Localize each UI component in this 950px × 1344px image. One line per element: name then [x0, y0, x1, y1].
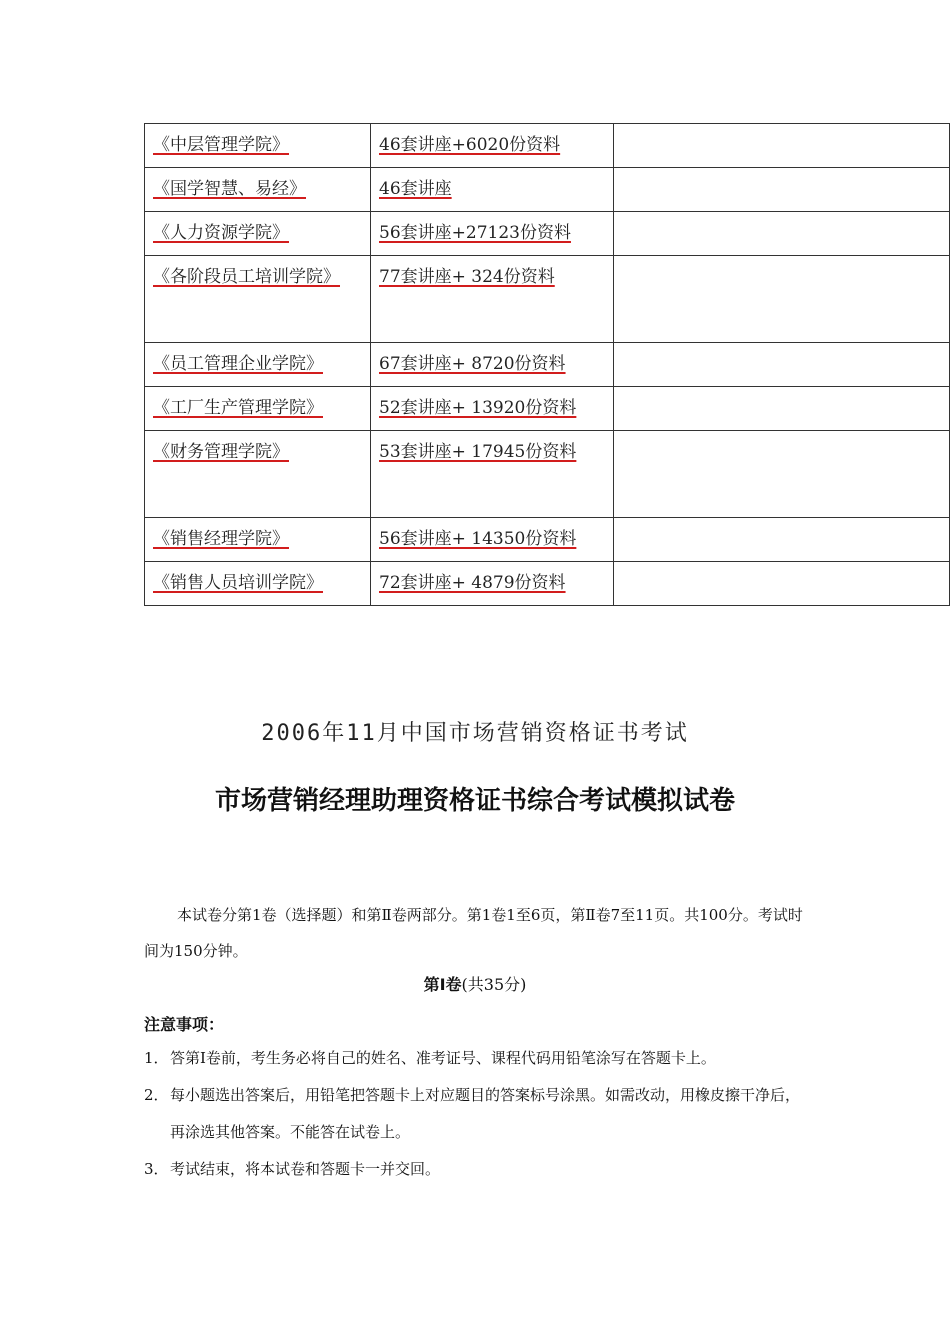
table-row [145, 387, 950, 431]
course-extra-cell [614, 518, 950, 562]
content-link[interactable]: 56套讲座+27123份资料 [379, 223, 571, 243]
course-link[interactable]: 《销售人员培训学院》 [153, 573, 323, 593]
course-content-cell [371, 256, 614, 343]
course-link[interactable]: 《财务管理学院》 [153, 442, 289, 462]
table-row [145, 124, 950, 168]
course-name-cell [145, 256, 371, 343]
note-number: 3． [144, 1160, 169, 1178]
table-row [145, 256, 950, 343]
content-link[interactable]: 53套讲座+ 17945份资料 [379, 442, 577, 462]
exam-subtitle: 2006年11月中国市场营销资格证书考试 [261, 721, 689, 746]
content-link[interactable]: 46套讲座 [379, 179, 452, 199]
content-link[interactable]: 46套讲座+6020份资料 [379, 135, 561, 155]
course-extra-cell [614, 256, 950, 343]
course-link[interactable]: 《员工管理企业学院》 [153, 354, 323, 374]
note-number: 1． [144, 1049, 169, 1067]
content-link[interactable]: 56套讲座+ 14350份资料 [379, 529, 577, 549]
course-extra-cell [614, 168, 950, 212]
course-link[interactable]: 《人力资源学院》 [153, 223, 289, 243]
course-name-cell [145, 518, 371, 562]
volume-points: (共35分) [461, 975, 527, 994]
course-name-cell [145, 431, 371, 518]
course-content-cell [371, 387, 614, 431]
course-extra-cell [614, 387, 950, 431]
content-link[interactable]: 72套讲座+ 4879份资料 [379, 573, 566, 593]
course-content-cell [371, 343, 614, 387]
course-extra-cell [614, 431, 950, 518]
notes-list [144, 1040, 814, 1188]
note-text: 考试结束，将本试卷和答题卡一并交回。 [170, 1160, 441, 1178]
course-extra-cell [614, 562, 950, 606]
course-link[interactable]: 《各阶段员工培训学院》 [153, 267, 340, 287]
course-link[interactable]: 《国学智慧、易经》 [153, 179, 306, 199]
table-row [145, 212, 950, 256]
course-name-cell [145, 168, 371, 212]
table-row [145, 518, 950, 562]
course-extra-cell [614, 212, 950, 256]
table-row [145, 562, 950, 606]
content-link[interactable]: 67套讲座+ 8720份资料 [379, 354, 566, 374]
volume-label: 第Ⅰ卷 [423, 975, 462, 994]
course-name-cell [145, 343, 371, 387]
course-content-cell [371, 518, 614, 562]
course-table [144, 123, 950, 606]
note-number: 2． [144, 1086, 169, 1104]
table-row [145, 168, 950, 212]
course-extra-cell [614, 124, 950, 168]
course-content-cell [371, 431, 614, 518]
course-content-cell [371, 562, 614, 606]
volume-heading [0, 972, 950, 995]
note-text: 答第Ⅰ卷前，考生务必将自己的姓名、准考证号、课程代码用铅笔涂写在答题卡上。 [170, 1049, 716, 1067]
course-name-cell [145, 124, 371, 168]
course-name-cell [145, 212, 371, 256]
course-link[interactable]: 《中层管理学院》 [153, 135, 289, 155]
list-item [144, 1040, 814, 1077]
course-content-cell [371, 212, 614, 256]
list-item [144, 1151, 814, 1188]
exam-title: 市场营销经理助理资格证书综合考试模拟试卷 [214, 786, 735, 816]
content-link[interactable]: 77套讲座+ 324份资料 [379, 267, 555, 287]
list-item [144, 1077, 814, 1151]
course-name-cell [145, 387, 371, 431]
course-content-cell [371, 124, 614, 168]
table-row [145, 431, 950, 518]
content-link[interactable]: 52套讲座+ 13920份资料 [379, 398, 577, 418]
note-text: 每小题选出答案后，用铅笔把答题卡上对应题目的答案标号涂黑。如需改动，用橡皮擦干净后，再涂选其他答案。不能答在试卷上。 [170, 1086, 801, 1141]
notes-heading: 注意事项： [144, 1015, 225, 1034]
course-extra-cell [614, 343, 950, 387]
course-link[interactable]: 《工厂生产管理学院》 [153, 398, 323, 418]
table-row [145, 343, 950, 387]
course-link[interactable]: 《销售经理学院》 [153, 529, 289, 549]
exam-intro: 本试卷分第1卷（选择题）和第Ⅱ卷两部分。第1卷1至6页，第Ⅱ卷7至11页。共100分。考试时间为150分钟。 [144, 906, 803, 960]
course-content-cell [371, 168, 614, 212]
course-name-cell [145, 562, 371, 606]
